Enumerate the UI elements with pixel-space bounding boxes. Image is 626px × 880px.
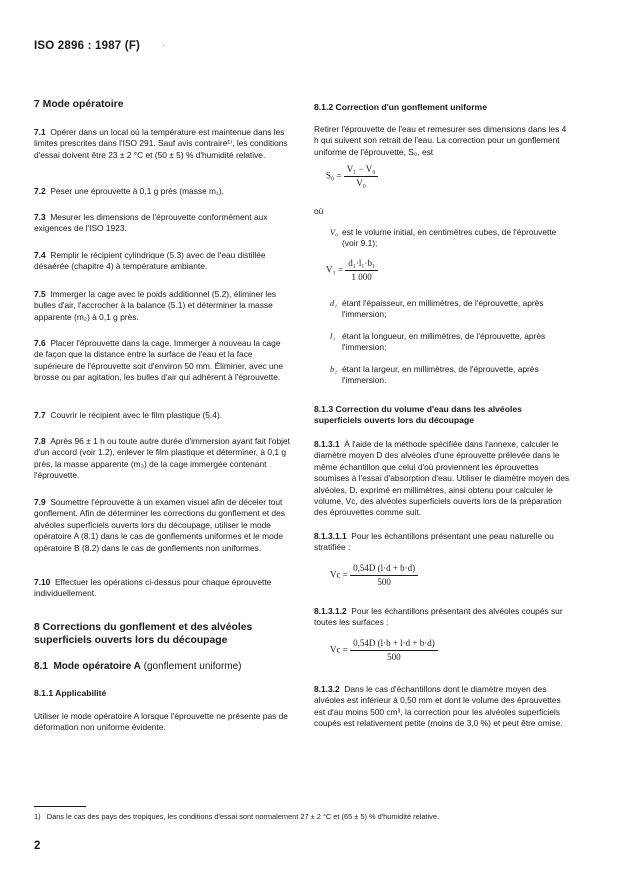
equation-vc-natural-skin xyxy=(330,563,418,588)
clause-number: 7.4 xyxy=(34,250,46,260)
clause-7-10 xyxy=(34,577,290,600)
clause-8-1-3-1-1 xyxy=(314,531,570,554)
clause-text: Immerger la cage avec le poids additionnel (5.2), éliminer les bulles d'air, l'accrocher à la balance (5.1) et déterminer la masse apparente (m₂) à 0,1 g près. xyxy=(34,289,277,322)
clause-7-3 xyxy=(34,212,290,235)
page-number: 2 xyxy=(34,840,41,852)
standard-header: ISO 2896 : 1987 (F) xyxy=(34,40,141,52)
word-ou: où xyxy=(314,206,324,216)
clause-8-1-2-text: Retirer l'éprouvette de l'eau et remesurer ses dimensions dans les 4 h qui suivent son retrait de l'eau. La correction pour un gonflement uniforme de l'éprouvette, S₀, est xyxy=(314,124,567,157)
clause-text: Pour les échantillons présentant des alvéoles coupés sur toutes les surfaces : xyxy=(314,606,563,628)
denominator: 500 xyxy=(387,652,401,662)
footnote-mark: 1) xyxy=(34,812,41,821)
fraction xyxy=(350,638,438,663)
definition-text: étant l'épaisseur, en millimètres, de l'éprouvette, après l'immersion; xyxy=(342,298,544,320)
equation-lhs: V₁ = xyxy=(326,264,343,275)
clause-8-1-1-text: Utiliser le mode opératoire A lorsque l'éprouvette ne présente pas de déformation non uniforme évidente. xyxy=(34,711,288,733)
clause-7-2 xyxy=(34,186,290,197)
clause-7-8 xyxy=(34,436,290,482)
footnote xyxy=(34,812,594,822)
clause-number: 8.1.3.1.2 xyxy=(314,606,347,616)
section-7-heading: 7 Mode opératoire xyxy=(34,99,124,110)
clause-text: Opérer dans un local où la température est maintenue dans les limites prescrites dans l'ISO 291. Sauf avis contraire¹⁾, les conditions d'essai doivent être 23 ± 2 °C et (50 ± 5) % d'humidité relative. xyxy=(34,127,288,160)
clause-8-1-2-heading: 8.1.2 Correction d'un gonflement uniforme xyxy=(314,102,487,112)
equation-lhs: Vc = xyxy=(330,569,348,580)
symbol: b₁ xyxy=(330,365,338,374)
definition-text: étant la largeur, en millimètres, de l'éprouvette, après l'immersion. xyxy=(342,364,539,386)
clause-8-1-3-heading: 8.1.3 Correction du volume d'eau dans les alvéoles superficiels ouverts lors du découpage xyxy=(314,404,522,426)
numerator: 0,54D (l·d + b·d) xyxy=(350,563,418,576)
equation-vc-cut-cells xyxy=(330,638,438,663)
definition-d1 xyxy=(314,298,570,321)
numerator: V₁ − V₀ xyxy=(344,164,379,177)
equation-lhs: Vc = xyxy=(330,644,348,655)
fraction xyxy=(345,258,378,283)
symbol: V₀ xyxy=(330,228,339,237)
symbol: l₁ xyxy=(330,332,336,341)
numerator: d₁·l₁·b₁ xyxy=(345,258,378,271)
clause-number: 7.5 xyxy=(34,289,46,299)
clause-text: À l'aide de la méthode spécifiée dans l'annexe, calculer le diamètre moyen D des alvéoles d'une éprouvette prélevée dans le même échantillon que celui d'où proviennent les éprouvettes soumises à l'essai d'absorption d'eau. Utiliser le diamètre moyen des alvéoles, D, exprimé en millimètres, ainsi obtenu pour calculer le volume, Vc, des alvéoles superficiels ouverts lors de la préparation des éprouvettes comme suit. xyxy=(314,439,570,518)
clause-text: Soumettre l'éprouvette à un examen visuel afin de déceler tout gonflement. Afin de déterminer les corrections du gonflement et des alvéoles superficiels ouverts lors du découpage, utiliser le mode opératoire A (8.1) dans le cas de gonflements uniformes et le mode opératoire B (8.2) dans le cas de gonflements non uniformes. xyxy=(34,497,285,553)
definition-l1 xyxy=(314,331,570,354)
clause-text: Placer l'éprouvette dans la cage. Immerger à nouveau la cage de façon que la distance entre la surface de l'eau et la face supérieure de l'éprouvette soit d'environ 50 mm. Éliminer, avec une brosse ou par agitation, les bulles d'air qui adhèrent à l'éprouvette. xyxy=(34,338,283,383)
clause-number: 7.10 xyxy=(34,577,51,587)
subsection-qualifier: (gonflement uniforme) xyxy=(140,661,242,672)
clause-number: 7.6 xyxy=(34,338,46,348)
fraction xyxy=(344,164,379,189)
denominator: V₀ xyxy=(356,178,366,188)
clause-text: Couvrir le récipient avec le film plastique (5.4). xyxy=(50,410,223,420)
clause-text: Mesurer les dimensions de l'éprouvette conformément aux exigences de l'ISO 1923. xyxy=(34,212,268,234)
definition-text: est le volume initial, en centimètres cubes, de l'éprouvette (voir 9.1); xyxy=(342,227,557,249)
definition-b1 xyxy=(314,364,570,387)
footnote-rule xyxy=(34,806,86,807)
numerator: 0,54D (l·b + l·d + b·d) xyxy=(350,638,438,651)
equation-s0 xyxy=(326,164,378,189)
fraction xyxy=(350,563,418,588)
clause-number: 7.9 xyxy=(34,497,46,507)
clause-7-6 xyxy=(34,338,290,384)
clause-7-4 xyxy=(34,250,290,273)
clause-number: 7.1 xyxy=(34,127,46,137)
clause-7-1 xyxy=(34,127,290,161)
denominator: 1 000 xyxy=(351,272,372,282)
clause-text: Remplir le récipient cylindrique (5.3) avec de l'eau distillée désaérée (chapitre 4) à température ambiante. xyxy=(34,250,266,272)
clause-8-1-3-1-2 xyxy=(314,606,570,629)
subsection-title: Mode opératoire A xyxy=(53,661,141,672)
clause-text: Pour les échantillons présentant une peau naturelle ou stratifiée : xyxy=(314,531,554,553)
clause-number: 7.7 xyxy=(34,410,46,420)
clause-number: 7.8 xyxy=(34,436,46,446)
clause-text: Peser une éprouvette à 0,1 g près (masse m₁). xyxy=(50,186,224,196)
equation-v1 xyxy=(326,258,378,283)
subsection-8-1-heading xyxy=(34,661,290,673)
symbol: d₁ xyxy=(330,299,338,308)
clause-text: Après 96 ± 1 h ou toute autre durée d'immersion ayant fait l'objet d'un accord (voir 1.2), enlever le film plastique et déterminer, à 0,1 g près, la masse apparente (m₃) de la cage immergée contenant l'éprouvette. xyxy=(34,436,290,481)
footnote-text: Dans le cas des pays des tropiques, les conditions d'essai sont normalement 27 ± 2 °C et (65 ± 5) % d'humidité relative. xyxy=(46,812,439,821)
clause-text: Effectuer les opérations ci-dessus pour chaque éprouvette individuellement. xyxy=(34,577,272,599)
denominator: 500 xyxy=(377,577,391,587)
definition-text: étant la longueur, en millimètres, de l'éprouvette, après l'immersion; xyxy=(342,331,546,353)
clause-number: 7.3 xyxy=(34,212,46,222)
clause-8-1-1-heading: 8.1.1 Applicabilité xyxy=(34,688,107,698)
clause-number: 8.1.3.2 xyxy=(314,684,340,694)
clause-number: 8.1.3.1.1 xyxy=(314,531,347,541)
clause-8-1-3-1 xyxy=(314,439,570,519)
equation-lhs: S₀ = xyxy=(326,170,342,181)
subsection-number: 8.1 xyxy=(34,661,48,672)
clause-7-5 xyxy=(34,289,290,323)
header-mark: · xyxy=(162,40,166,51)
clause-number: 7.2 xyxy=(34,186,46,196)
clause-8-1-3-2 xyxy=(314,684,570,730)
clause-7-7 xyxy=(34,410,290,421)
clause-text: Dans le cas d'échantillons dont le diamètre moyen des alvéoles est inférieur à 0,50 mm et dont le volume des éprouvettes est d'au moins 500 cm³, la correction pour les alvéoles superficiels coupés est relativement petite (moins de 3,0 %) et peut être omise. xyxy=(314,684,563,729)
definition-v0 xyxy=(314,227,570,250)
clause-7-9 xyxy=(34,497,290,554)
clause-number: 8.1.3.1 xyxy=(314,439,340,449)
section-8-heading: 8 Corrections du gonflement et des alvéoles superficiels ouverts lors du découpage xyxy=(34,622,253,646)
